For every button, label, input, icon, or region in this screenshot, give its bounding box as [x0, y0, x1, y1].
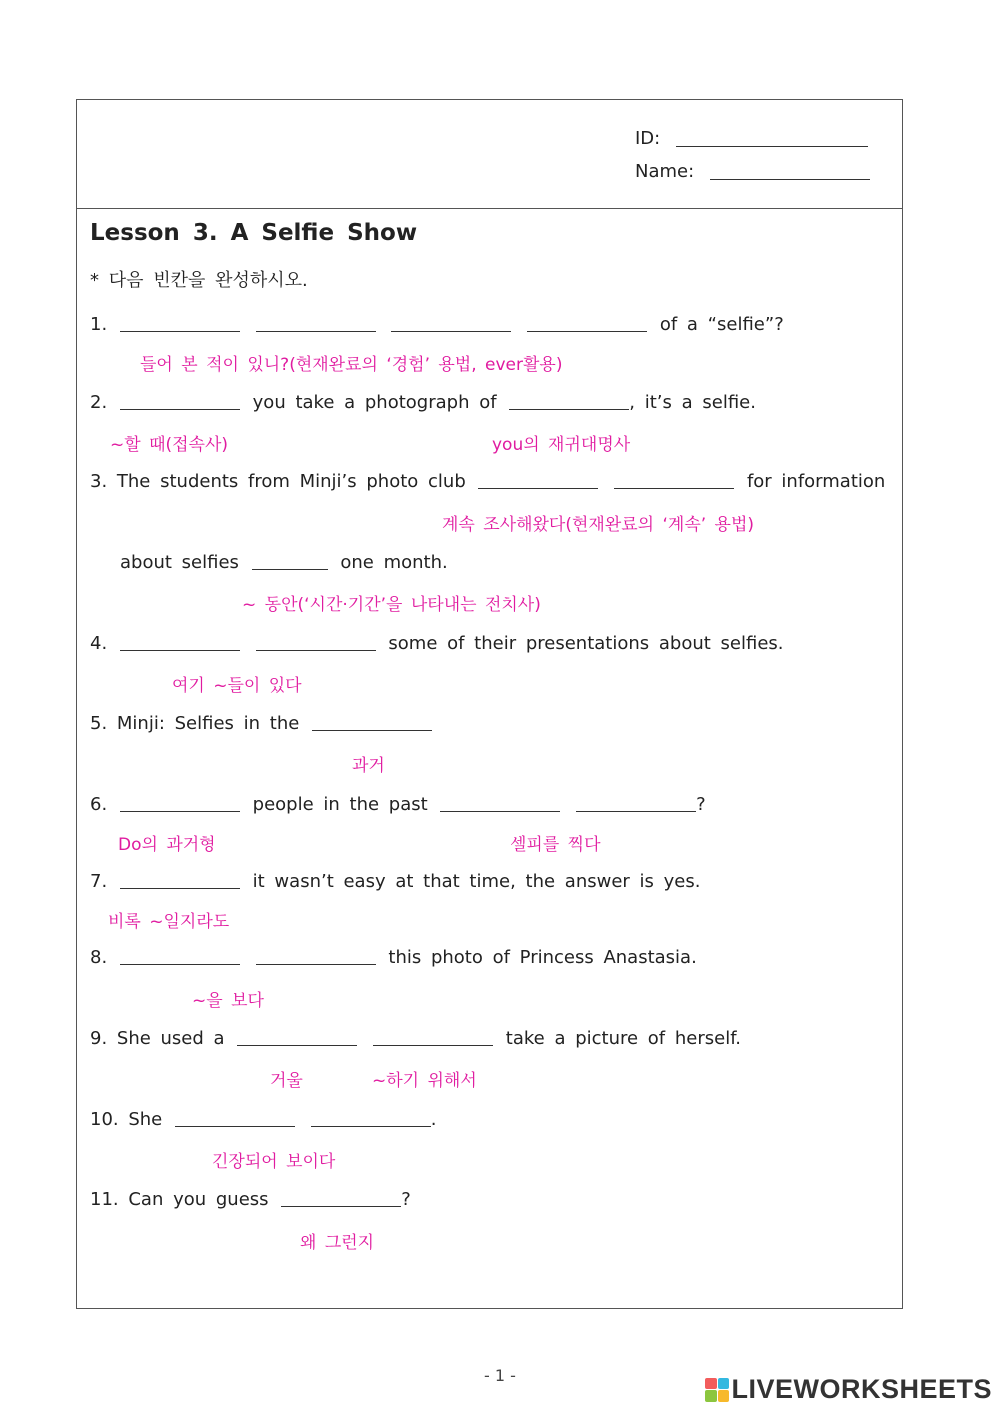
question-number: 7.	[90, 871, 108, 892]
question-text: it wasn’t easy at that time, the answer is yes.	[252, 871, 701, 892]
question-11	[90, 1188, 411, 1210]
hint-8: ~을 보다	[192, 991, 264, 1011]
question-text: of a “selfie”?	[659, 314, 784, 335]
hint-5: 과거	[352, 756, 385, 776]
question-3	[90, 470, 885, 492]
question-number: 1.	[90, 314, 108, 335]
blank[interactable]	[311, 1108, 431, 1127]
question-10	[90, 1108, 436, 1130]
hint-3: 계속 조사해왔다(현재완료의 ‘계속’ 용법)	[442, 515, 755, 535]
hint-2a: ~할 때(접속사)	[110, 435, 229, 455]
name-input-line[interactable]	[710, 159, 870, 180]
question-text: 5. Minji: Selfies in the	[90, 713, 300, 734]
question-text: people in the past	[252, 794, 428, 815]
blank[interactable]	[120, 946, 240, 965]
hint-6b: 셀피를 찍다	[510, 835, 601, 855]
hint-2b: you의 재귀대명사	[492, 435, 631, 455]
question-text: for information	[746, 471, 886, 492]
question-text: 9. She used a	[90, 1028, 225, 1049]
question-text: take a picture of herself.	[505, 1028, 741, 1049]
question-text: you take a photograph of	[252, 392, 497, 413]
id-field	[635, 126, 868, 149]
blank[interactable]	[256, 946, 376, 965]
blank[interactable]	[256, 632, 376, 651]
hint-4: 여기 ~들이 있다	[172, 676, 302, 696]
name-label: Name:	[635, 161, 695, 182]
blank[interactable]	[256, 313, 376, 332]
blank[interactable]	[527, 313, 647, 332]
question-number: 6.	[90, 794, 108, 815]
blank[interactable]	[373, 1027, 493, 1046]
hint-1: 들어 본 적이 있니?(현재완료의 ‘경험’ 용법, ever활용)	[140, 355, 563, 375]
liveworksheets-brand[interactable]	[705, 1374, 992, 1405]
question-text: .	[430, 1109, 437, 1130]
blank[interactable]	[478, 470, 598, 489]
lesson-title: Lesson 3. A Selfie Show	[90, 220, 418, 246]
question-text: ?	[696, 794, 706, 815]
blank[interactable]	[312, 712, 432, 731]
blank[interactable]	[614, 470, 734, 489]
blank[interactable]	[440, 793, 560, 812]
blank[interactable]	[175, 1108, 295, 1127]
blank[interactable]	[120, 870, 240, 889]
question-number: 2.	[90, 392, 108, 413]
hint-9a: 거울	[270, 1071, 303, 1091]
liveworksheets-logo-icon	[705, 1378, 729, 1402]
question-3-continued	[120, 551, 448, 573]
page-number: - 1 -	[484, 1366, 516, 1385]
question-number: 4.	[90, 633, 108, 654]
question-text: one month.	[340, 552, 448, 573]
blank[interactable]	[120, 391, 240, 410]
question-9	[90, 1027, 741, 1049]
id-label: ID:	[635, 128, 661, 149]
hint-3b: ~ 동안(‘시간·기간’을 나타내는 전치사)	[242, 595, 541, 615]
question-5	[90, 712, 435, 734]
question-text: about selfies	[120, 552, 239, 573]
question-text: some of their presentations about selfies.	[388, 633, 784, 654]
hint-6a: Do의 과거형	[118, 835, 216, 855]
blank[interactable]	[281, 1188, 401, 1207]
question-6	[90, 793, 706, 815]
blank[interactable]	[120, 632, 240, 651]
blank[interactable]	[509, 391, 629, 410]
blank[interactable]	[576, 793, 696, 812]
hint-10: 긴장되어 보이다	[212, 1152, 336, 1172]
brand-name: LIVEWORKSHEETS	[731, 1374, 992, 1404]
question-7	[90, 870, 700, 892]
hint-7: 비록 ~일지라도	[108, 912, 230, 932]
question-text: 3. The students from Minji’s photo club	[90, 471, 466, 492]
question-text: this photo of Princess Anastasia.	[388, 947, 697, 968]
id-input-line[interactable]	[676, 126, 868, 147]
blank[interactable]	[252, 551, 328, 570]
instruction: * 다음 빈칸을 완성하시오.	[90, 270, 308, 291]
question-2	[90, 391, 756, 413]
question-text: , it’s a selfie.	[629, 392, 756, 413]
question-1	[90, 313, 784, 335]
question-text: ?	[401, 1189, 411, 1210]
blank[interactable]	[237, 1027, 357, 1046]
name-field	[635, 159, 870, 182]
hint-9b: ~하기 위해서	[372, 1071, 477, 1091]
question-8	[90, 946, 697, 968]
header-box	[77, 100, 902, 209]
question-number: 8.	[90, 947, 108, 968]
hint-11: 왜 그런지	[300, 1233, 375, 1253]
question-4	[90, 632, 784, 654]
blank[interactable]	[120, 313, 240, 332]
blank[interactable]	[120, 793, 240, 812]
blank[interactable]	[391, 313, 511, 332]
question-text: 10. She	[90, 1109, 163, 1130]
question-text: 11. Can you guess	[90, 1189, 269, 1210]
